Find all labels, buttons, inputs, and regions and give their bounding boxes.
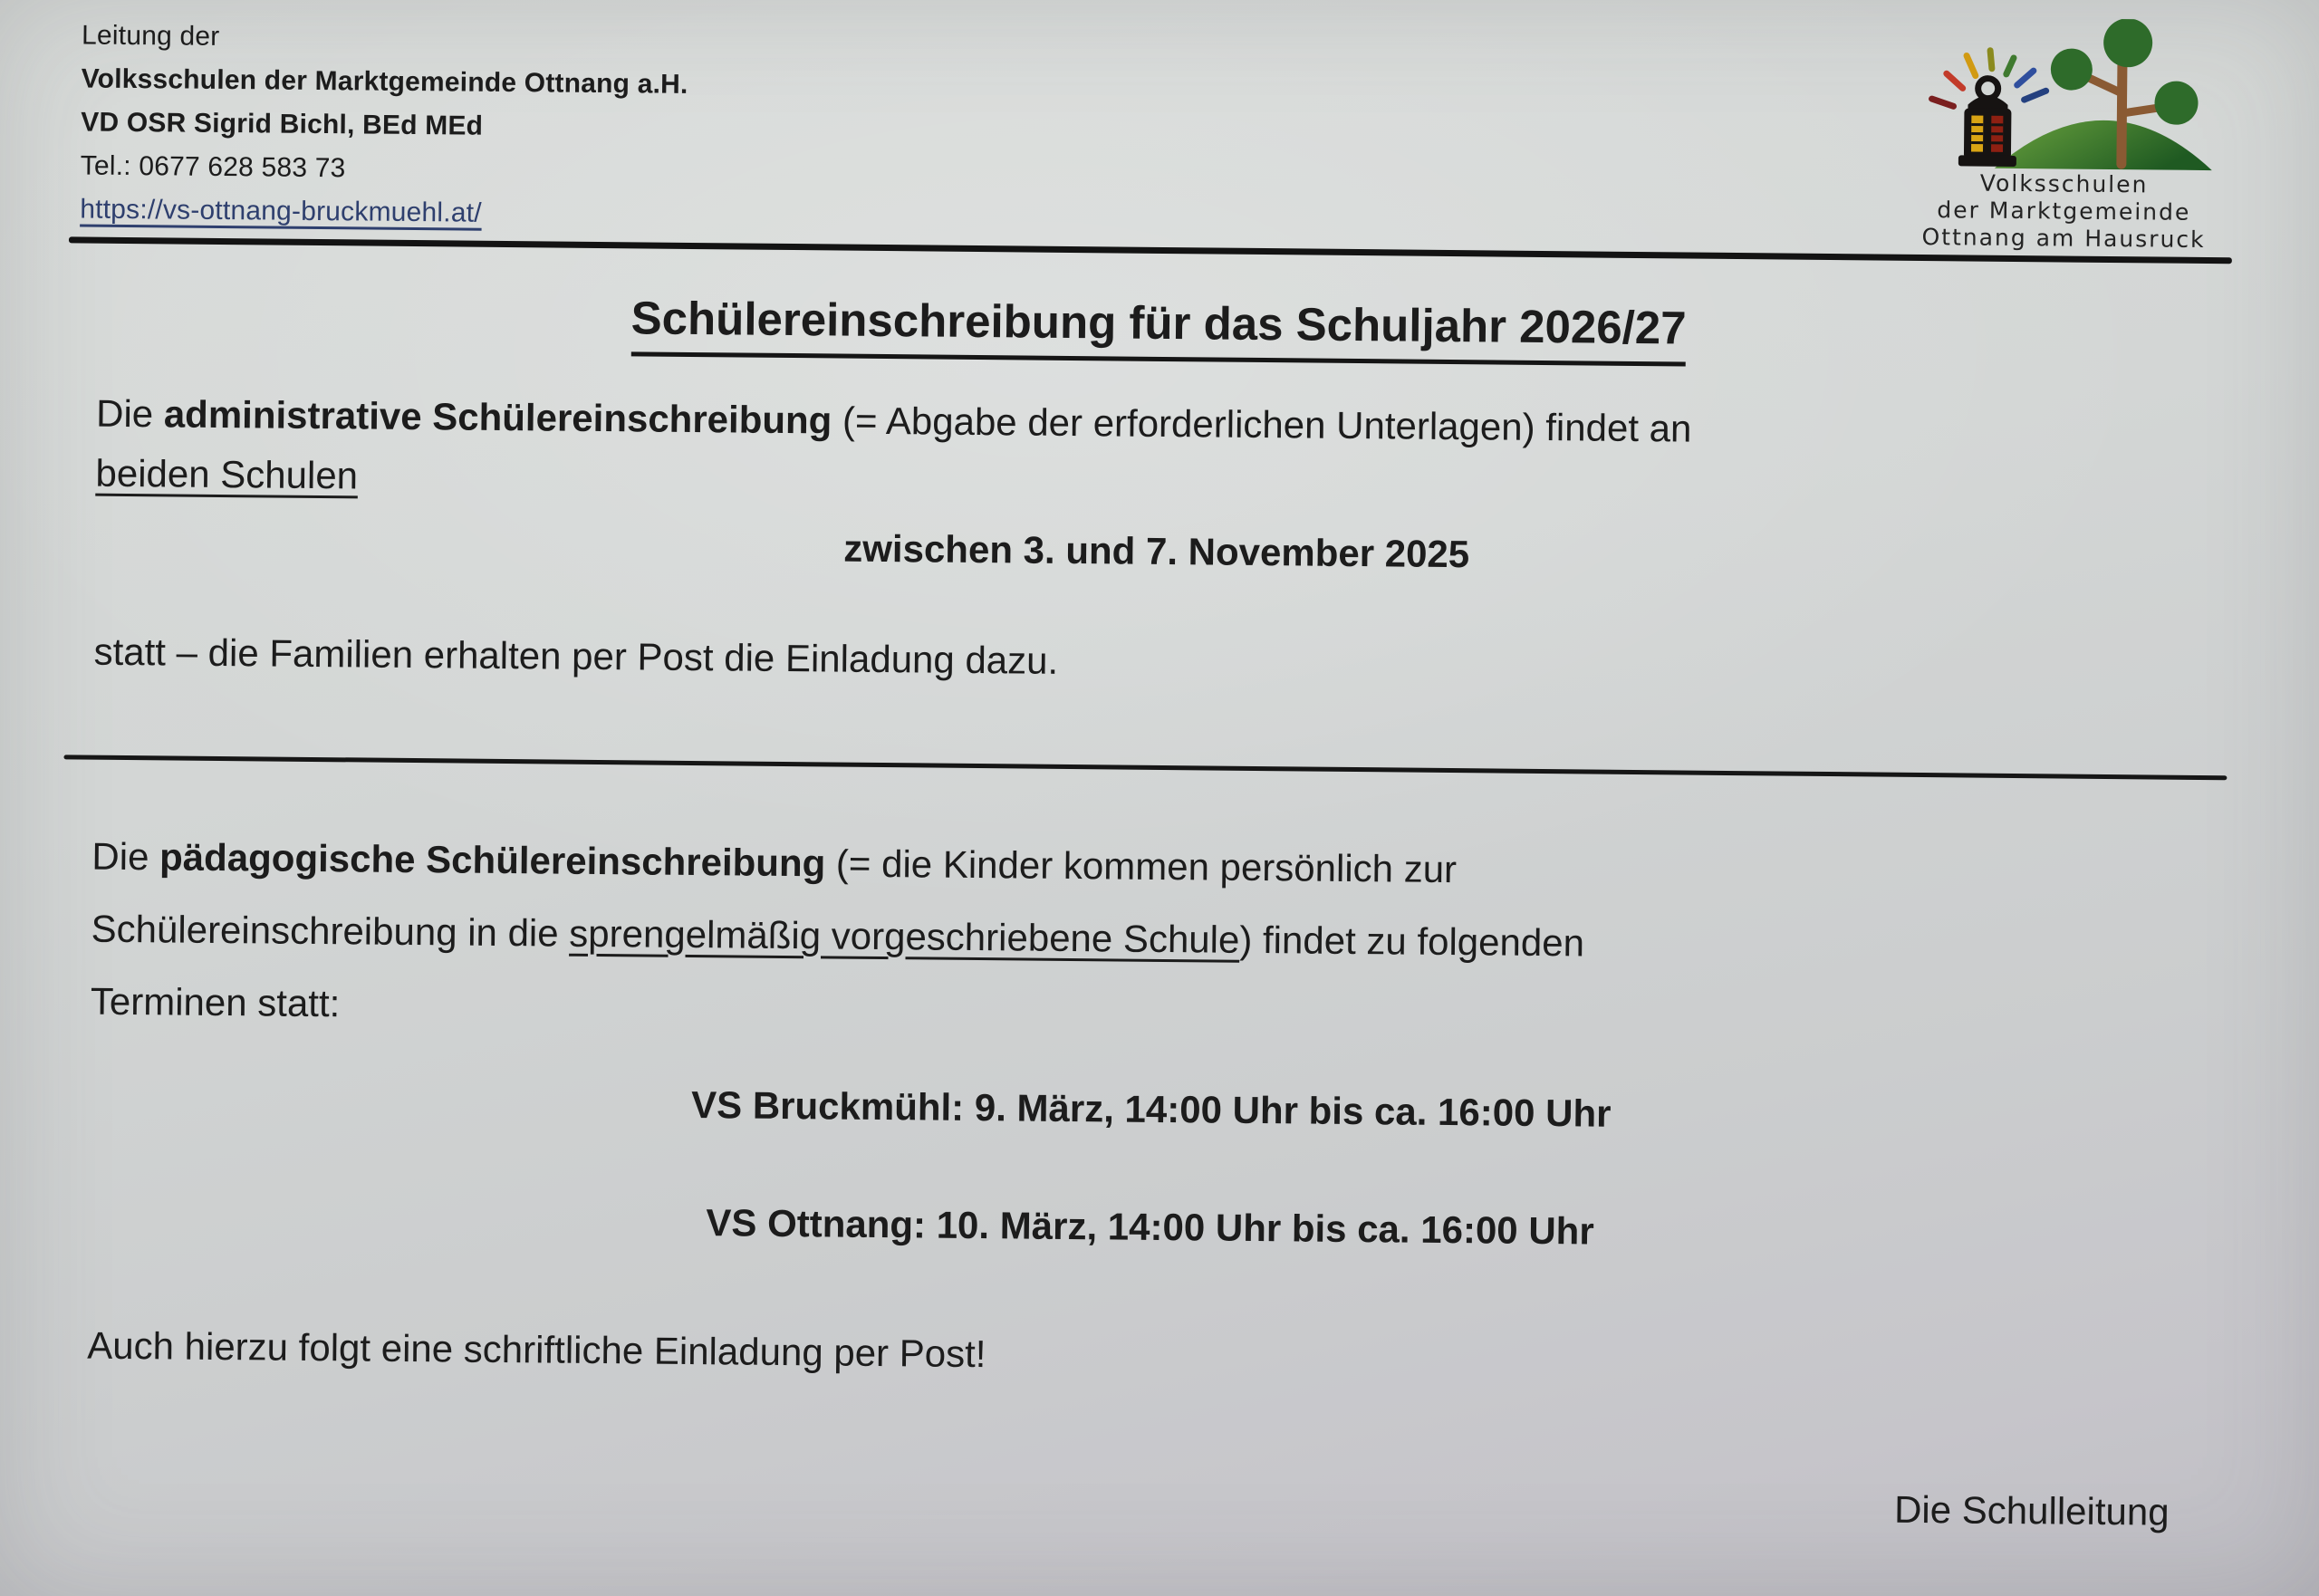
hill-shape [1995, 120, 2213, 170]
admin-enrollment-closing: statt – die Familien erhalten per Post die Einladung dazu. [93, 630, 1059, 682]
para2-bold-term: pädagogische Schülereinschreibung [159, 835, 826, 885]
school-website-link[interactable]: https://vs-ottnang-bruckmuehl.at/ [80, 194, 482, 228]
para2-rest2: Terminen statt: [90, 979, 341, 1025]
administrative-enrollment-paragraph [95, 384, 2220, 524]
miner-lamp [1958, 78, 2017, 167]
sender-header [80, 14, 688, 236]
para2-mid2: Schülereinschreibung in die [91, 907, 570, 955]
para1-mid: (= Abgabe der erforderlichen Unterlagen) findet an [832, 399, 1692, 450]
school-logo-icon [1915, 17, 2216, 172]
school-logo [1891, 17, 2237, 255]
section-divider [63, 755, 2227, 780]
logo-caption-line2: der Marktgemeinde [1937, 197, 2191, 226]
pedagogical-enrollment-paragraph [91, 821, 2217, 1058]
para2-prefix: Die [91, 834, 160, 879]
admin-enrollment-dates: zwischen 3. und 7. November 2025 [843, 526, 1470, 576]
sender-line-phone: Tel.: 0677 628 583 73 [80, 150, 346, 184]
sender-line-school: Volksschulen der Marktgemeinde Ottnang a.H. [81, 63, 688, 100]
logo-caption-line1: Volksschulen [1979, 169, 2149, 198]
signature: Die Schulleitung [1893, 1487, 2170, 1534]
pedagogical-closing: Auch hierzu folgt eine schriftliche Einladung per Post! [87, 1323, 986, 1376]
appointment-bruckmuehl: VS Bruckmühl: 9. März, 14:00 Uhr bis ca. 16:00 Uhr [690, 1082, 1612, 1135]
para2-mid1: (= die Kinder kommen persönlich zur [825, 841, 1458, 891]
sender-line-director: VD OSR Sigrid Bichl, BEd MEd [81, 107, 484, 141]
para1-underlined: beiden Schulen [95, 451, 359, 497]
para1-prefix: Die [95, 391, 165, 436]
logo-caption-line3: Ottnang am Hausruck [1921, 223, 2206, 253]
para2-rest1: ) findet zu folgenden [1239, 918, 1585, 965]
appointment-ottnang: VS Ottnang: 10. März, 14:00 Uhr bis ca. 16:00 Uhr [706, 1201, 1594, 1253]
sender-line-leitung: Leitung der [81, 20, 220, 52]
para2-underlined: sprengelmäßig vorgeschriebene Schule [569, 911, 1240, 961]
para1-bold-term: administrative Schülereinschreibung [163, 392, 832, 442]
document-title: Schülereinschreibung für das Schuljahr 2026/27 [630, 291, 1687, 366]
